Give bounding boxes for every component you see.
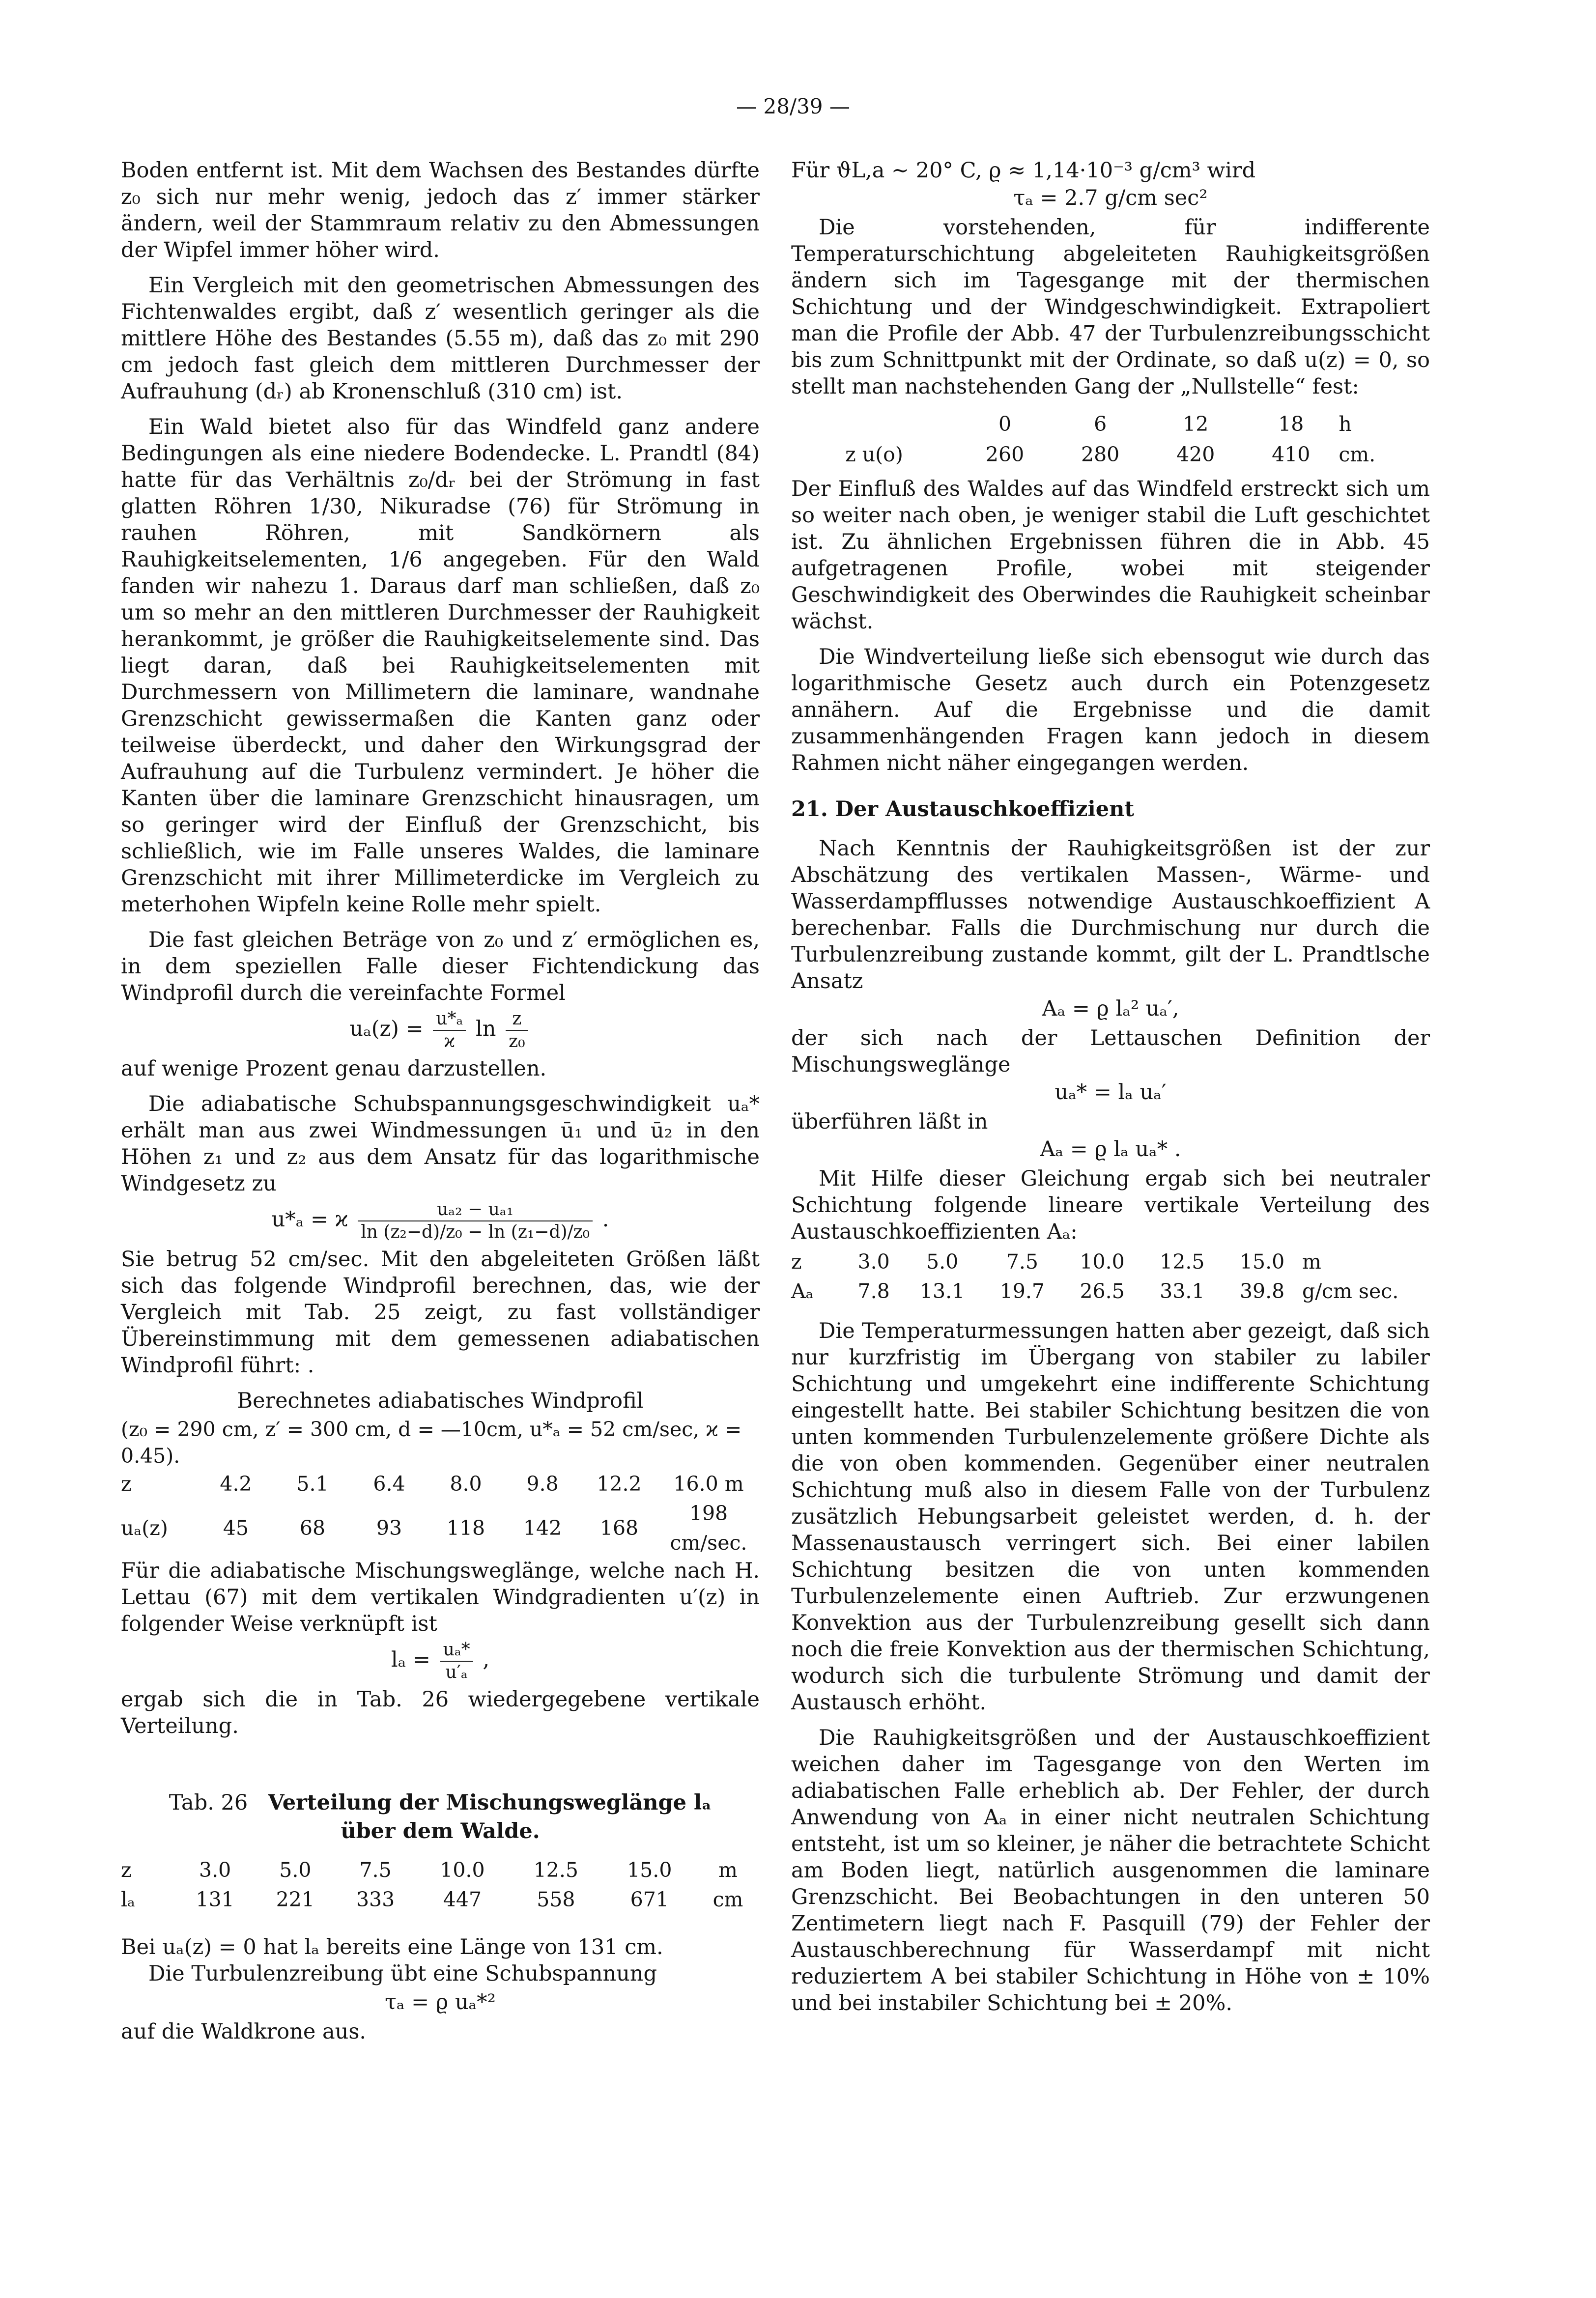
table-cell: 142 [523, 1516, 562, 1540]
table-cell: 10.0 [440, 1858, 485, 1882]
fraction-numerator: uₐ* [440, 1639, 473, 1662]
table-row [121, 1885, 760, 1914]
table-cell: 260 [985, 443, 1025, 466]
table-cell: 7.5 [359, 1858, 392, 1882]
table-row [791, 439, 1430, 470]
fraction-denominator: ln (z₂−d)/z₀ − ln (z₁−d)/z₀ [361, 1222, 590, 1242]
paragraph: Die Rauhigkeitsgrößen und der Austauschkoeffizient weichen daher im Tagesgange von den Werten im adiabatischen Falle erheblich ab. Der Fehler, der durch Anwendung von Aₐ in einer nicht neutralen Schichtung entsteht, ist um so kleiner, je näher die betrachtete Schicht am Boden liegt, natürlich ausgenommen die laminare Grenzschicht. Bei Beobachtungen in den unteren 50 Zentimetern liegt nach F. Pasquill (79) der Fehler der Austauschberechnung für Wasserdampf mit nicht reduziertem A bei stabiler Schichtung in Höhe von ± 10% und bei instabiler Schichtung bei ± 20%. [791, 1726, 1430, 2015]
table-cell: 7.5 [1006, 1250, 1038, 1274]
formula-tau-value: τₐ = 2.7 g/cm sec² [1013, 186, 1208, 210]
table-cell: 3.0 [199, 1858, 231, 1882]
table-cell: z [121, 1858, 132, 1882]
table-cell: 45 [223, 1516, 249, 1540]
table-cell: 18 [1278, 412, 1304, 436]
fraction [433, 1008, 466, 1052]
table-cell: lₐ [121, 1888, 135, 1911]
fraction-numerator: z [506, 1008, 528, 1031]
formula-part: uₐ(z) = [349, 1017, 424, 1041]
table-cell: z [121, 1472, 132, 1496]
left-column [121, 157, 760, 2054]
table-cell: 168 [599, 1516, 639, 1540]
table-cell: 333 [356, 1888, 395, 1911]
table-cell: 12.5 [533, 1858, 578, 1882]
table-cell: h [1339, 412, 1352, 436]
table-title: Verteilung der Mischungsweglänge lₐ [268, 1790, 712, 1815]
table-cell: 131 [196, 1888, 234, 1911]
fraction [358, 1199, 593, 1243]
fraction-numerator: u*ₐ [433, 1008, 466, 1031]
paragraph: Die Windverteilung ließe sich ebensogut wie durch das logarithmische Gesetz auch durch ein Potenzgesetz annähern. Auf die Ergebnisse und die damit zusammenhängenden Fragen kann jedoch in diesem Rahmen nicht näher eingegangen werden. [791, 645, 1430, 775]
table-row [791, 1247, 1430, 1277]
table-cell: 8.0 [450, 1472, 482, 1496]
table-cell: 198 cm/sec. [670, 1502, 747, 1555]
table-cell: 447 [443, 1888, 482, 1911]
fraction-denominator: u′ₐ [445, 1662, 468, 1682]
table-26 [121, 1855, 760, 1914]
table-row [121, 1499, 760, 1558]
paragraph: auf wenige Prozent genau darzustellen. [121, 1056, 547, 1081]
table-cell: 16.0 m [673, 1472, 744, 1496]
table-label: Tab. 26 [169, 1790, 248, 1815]
table-cell: 671 [630, 1888, 669, 1911]
paragraph: Ein Wald bietet also für das Windfeld ganz andere Bedingungen als eine niedere Bodendecke. L. Prandtl (84) hatte für das Verhältnis z₀/dᵣ bei der Strömung in fast glatten Röhren 1/30, Nikuradse (76) für Strömung in rauhen Röhren, mit Sandkörnern als Rauhigkeitselementen, 1/6 angegeben. Für den Wald fanden wir nahezu 1. Daraus darf man schließen, daß z₀ um so mehr an den mittleren Durchmesser der Rauhigkeit herankommt, je größer die Rauhigkeitselemente sind. Das liegt daran, daß bei Rauhigkeitselementen mit Durchmessern von Millimetern die laminare, wandnahe Grenzschicht gewissermaßen die Kanten ganz oder teilweise überdeckt, und daher den Wirkungsgrad der Aufrauhung auf die Turbulenz vermindert. Je höher die Kanten über die laminare Grenzschicht hinausragen, um so geringer wird der Einfluß der Grenzschicht, bis schließlich, wie im Falle unseres Waldes, die laminare Grenzschicht mit ihrer Millimeterdicke im Vergleich zu meterhohen Wipfeln keine Rolle mehr spielt. [121, 415, 760, 917]
fraction [506, 1008, 528, 1052]
paragraph: Ein Vergleich mit den geometrischen Abmessungen des Fichtenwaldes ergibt, daß z′ wesentlich geringer als die mittlere Höhe des Bestandes (5.55 m), daß das z₀ mit 290 cm jedoch fast gleich dem mittleren Durchmesser der Aufrauhung (dᵣ) ab Kronenschluß (310 cm) ist. [121, 273, 760, 404]
table-cell: z u(o) [845, 443, 903, 466]
table-title: über dem Walde. [341, 1819, 540, 1844]
table-cell: 33.1 [1160, 1279, 1205, 1303]
paragraph: Die Temperaturmessungen hatten aber gezeigt, daß sich nur kurzfristig im Übergang von stabiler zu labiler Schichtung und umgekehrt eine indifferente Schichtung eingestellt hatte. Bei stabiler Schichtung besitzen die von unten kommenden Turbulenzelemente größere Dichte als die von oben kommenden. Gegenüber einer neutralen Schichtung muß also in diesem Falle von der Turbulenz zusätzlich Hebungsarbeit geleistet werden, d. h. der Massenaustausch verringert sich. Bei einer labilen Schichtung besitzen die von unten kommenden Turbulenzelemente einen Auftrieb. Zur erzwungenen Konvektion aus der Turbulenzreibung gesellt sich dann noch die freie Konvektion aus der thermischen Schichtung, wodurch sich die turbulente Strömung und damit der Austausch erhöht. [791, 1319, 1430, 1715]
table-cell: 5.0 [279, 1858, 312, 1882]
table-cell: 3.0 [857, 1250, 890, 1274]
paragraph: Mit Hilfe dieser Gleichung ergab sich bei neutraler Schichtung folgende lineare vertikale Verteilung des Austauschkoeffizienten Aₐ: [791, 1166, 1430, 1244]
table-cell: m [718, 1858, 738, 1882]
table-cell: 15.0 [627, 1858, 672, 1882]
formula-part: . [602, 1207, 609, 1232]
paragraph: Boden entfernt ist. Mit dem Wachsen des Bestandes dürfte z₀ sich nur mehr wenig, jedoch das z′ immer stärker ändern, weil der Stammraum relativ zu den Abmessungen der Wipfel immer höher wird. [121, 158, 760, 262]
table-cell: 410 [1272, 443, 1311, 466]
table-cell: 39.8 [1239, 1279, 1285, 1303]
table-cell: 9.8 [526, 1472, 559, 1496]
table-cell: 4.2 [220, 1472, 252, 1496]
paragraph: Bei uₐ(z) = 0 hat lₐ bereits eine Länge von 131 cm. [121, 1935, 663, 1959]
table-cell: 12.2 [597, 1472, 642, 1496]
section-heading: 21. Der Austauschkoeffizient [791, 797, 1135, 822]
paragraph: ergab sich die in Tab. 26 wiedergegebene vertikale Verteilung. [121, 1687, 760, 1738]
table-cell: m [1302, 1250, 1321, 1274]
paragraph: Die adiabatische Schubspannungsgeschwindigkeit uₐ* erhält man aus zwei Windmessungen ū₁ und ū₂ in den Höhen z₁ und z₂ aus dem Ansatz für das logarithmische Windgesetz zu [121, 1092, 760, 1196]
table-cell: 13.1 [919, 1279, 965, 1303]
paragraph: Nach Kenntnis der Rauhigkeitsgrößen ist der zur Abschätzung des vertikalen Massen-, Wärme- und Wasserdampfflusses notwendige Austauschkoeffizient A berechenbar. Falls die Durchmischung nur durch die Turbulenzreibung zustande kommt, gilt der L. Prandtlsche Ansatz [791, 836, 1430, 993]
formula-shear-velocity [121, 1199, 760, 1243]
formula-exchange-result: Aₐ = ϱ lₐ uₐ* . [1040, 1137, 1181, 1162]
table-cell: 420 [1176, 443, 1215, 466]
table-cell [791, 409, 957, 439]
table-cell: 6 [1094, 412, 1107, 436]
paragraph: Sie betrug 52 cm/sec. Mit den abgeleiteten Größen läßt sich das folgende Windprofil berechnen, das, wie der Vergleich mit Tab. 25 zeigt, zu fast vollständiger Übereinstimmung mit dem gemessenen adiabatischen Windprofil führt: . [121, 1247, 760, 1378]
paragraph: Die vorstehenden, für indifferente Temperaturschichtung abgeleiteten Rauhigkeitsgrößen ändern sich im Tagesgange mit der thermischen Schichtung und der Windgeschwindigkeit. Extrapoliert man die Profile der Abb. 47 der Turbulenzreibungsschicht bis zum Schnittpunkt mit der Ordinate, so daß u(z) = 0, so stellt man nachstehenden Gang der „Nullstelle“ fest: [791, 215, 1430, 399]
formula-shear-stress: τₐ = ϱ uₐ*² [385, 1990, 496, 2014]
table-cell: 15.0 [1239, 1250, 1285, 1274]
table-cell: cm [712, 1888, 743, 1911]
wind-profile-params: (z₀ = 290 cm, z′ = 300 cm, d = —10cm, u*ₐ = 52 cm/sec, ϰ = 0.45). [121, 1418, 742, 1468]
paragraph: Die Turbulenzreibung übt eine Schubspannung [148, 1961, 657, 1986]
table-cell: 7.8 [857, 1279, 890, 1303]
table-cell: 0 [998, 412, 1012, 436]
table-cell: 280 [1081, 443, 1120, 466]
table-cell: 68 [299, 1516, 326, 1540]
page-number: — 28/39 — [736, 94, 850, 118]
table-cell: 10.0 [1080, 1250, 1125, 1274]
table-row [121, 1469, 760, 1499]
fraction-denominator: z₀ [509, 1031, 525, 1051]
paragraph: der sich nach der Lettauschen Definition der Mischungsweglänge [791, 1026, 1430, 1077]
table-cell: 12.5 [1160, 1250, 1205, 1274]
paragraph: Für die adiabatische Mischungsweglänge, welche nach H. Lettau (67) mit dem vertikalen Windgradienten u′(z) in folgender Weise verknüpft ist [121, 1559, 760, 1636]
paragraph: Die fast gleichen Beträge von z₀ und z′ ermöglichen es, in dem speziellen Falle dieser Fichtendickung das Windprofil durch die vereinfachte Formel [121, 928, 760, 1005]
fraction [440, 1639, 473, 1683]
table-cell: z [791, 1250, 802, 1274]
fraction-denominator: ϰ [444, 1031, 456, 1051]
table-cell: uₐ(z) [121, 1516, 168, 1540]
formula-log-wind [121, 1008, 760, 1052]
table-cell: 93 [376, 1516, 402, 1540]
formula-exchange-coefficient: Aₐ = ϱ lₐ² uₐ′, [1042, 996, 1179, 1021]
table-cell: g/cm sec. [1302, 1279, 1399, 1303]
right-column [791, 157, 1430, 2025]
wind-profile-title: Berechnetes adiabatisches Windprofil [237, 1389, 644, 1413]
table-cell: 221 [276, 1888, 314, 1911]
paragraph: Für ϑL,a ∼ 20° C, ϱ ≈ 1,14·10⁻³ g/cm³ wird [791, 158, 1256, 183]
formula-lettau-definition: uₐ* = lₐ uₐ′ [1054, 1080, 1167, 1105]
formula-part: u*ₐ = ϰ [271, 1207, 348, 1232]
table-row [791, 409, 1430, 439]
fraction-numerator: uₐ₂ − uₐ₁ [358, 1199, 593, 1221]
table-cell: 12 [1183, 412, 1209, 436]
table-cell: cm. [1339, 443, 1376, 466]
table-cell: 5.0 [926, 1250, 959, 1274]
table-cell: 5.1 [296, 1472, 329, 1496]
table-cell: 558 [537, 1888, 575, 1911]
table-26-caption [121, 1788, 760, 1845]
formula-part: lₐ = [391, 1647, 430, 1672]
table-cell: Aₐ [791, 1279, 814, 1303]
table-row [791, 1277, 1430, 1306]
paragraph: Der Einfluß des Waldes auf das Windfeld erstreckt sich um so weiter nach oben, je weniger stabil die Luft geschichtet ist. Zu ähnlichen Ergebnissen führen die in Abb. 45 aufgetragenen Profile, wobei mit steigender Geschwindigkeit des Oberwindes die Rauhigkeit scheinbar wächst. [791, 477, 1430, 634]
formula-part: ln [476, 1017, 496, 1041]
table-row [121, 1855, 760, 1885]
formula-mixing-length [121, 1639, 760, 1683]
exchange-coefficient-table [791, 1247, 1430, 1306]
zero-point-table [791, 409, 1430, 470]
formula-part: , [483, 1647, 490, 1672]
paragraph: auf die Waldkrone aus. [121, 2019, 367, 2044]
table-cell: 26.5 [1080, 1279, 1125, 1303]
table-cell: 6.4 [373, 1472, 405, 1496]
paragraph: überführen läßt in [791, 1109, 988, 1134]
wind-profile-table [121, 1469, 760, 1558]
table-cell: 19.7 [999, 1279, 1045, 1303]
table-cell: 118 [446, 1516, 485, 1540]
